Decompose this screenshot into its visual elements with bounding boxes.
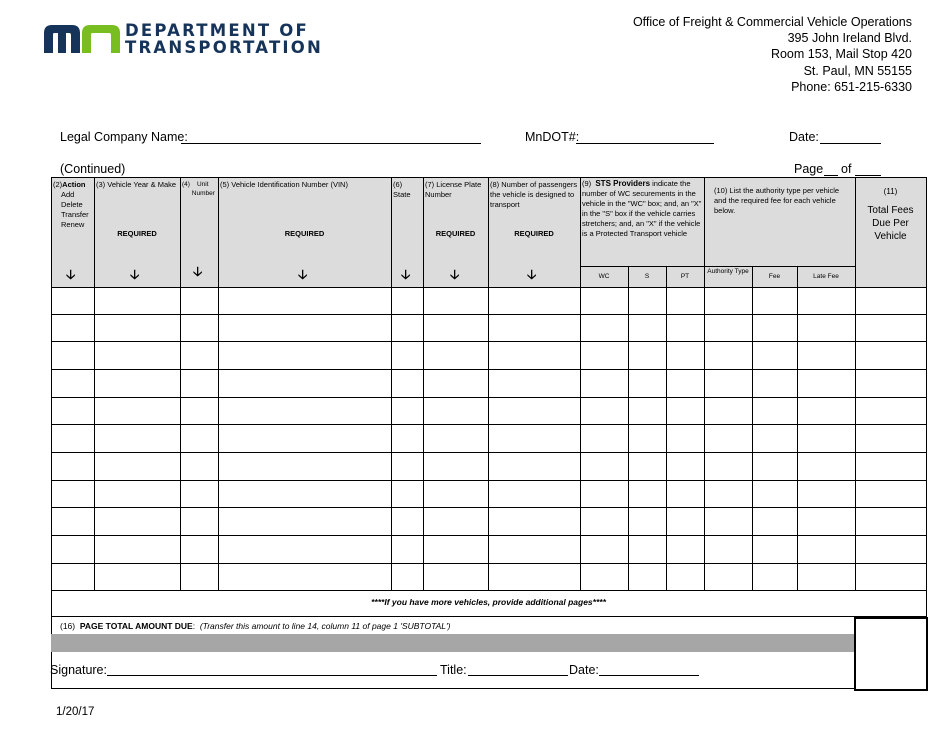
col-sts-header: (9) STS Providers indicate the number of WC securements in the vehicle in the "WC" box; and, an "X" in the "S" box if the vehicle carries stretchers; and, an "X" if the vehicle is a Protected Transport vehicle — [580, 177, 704, 266]
col-state-header: (6) State — [391, 177, 423, 287]
mn-logo — [44, 23, 120, 53]
col-total-fees-header: (11) Total Fees Due Per Vehicle — [855, 177, 926, 287]
col-year-make-header: (3) Vehicle Year & Make — [94, 177, 180, 287]
required-label: REQUIRED — [435, 229, 476, 238]
sub-pt-label: PT — [680, 273, 690, 280]
required-label: REQUIRED — [284, 229, 325, 238]
office-address: Office of Freight & Commercial Vehicle Operations 395 John Ireland Blvd. Room 153, Mail Stop 420 St. Paul, MN 55155 Phone: 651-215-6330 — [632, 15, 912, 94]
office-name: Office of Freight & Commercial Vehicle Operations — [632, 15, 912, 29]
arrow-down-icon: 🡣 — [450, 267, 460, 282]
arrow-down-icon: 🡣 — [66, 267, 76, 282]
department-name: DEPARTMENT OF TRANSPORTATION — [125, 21, 323, 57]
form-revision-date: 1/20/17 — [56, 706, 95, 718]
required-label: REQUIRED — [117, 229, 157, 238]
arrow-down-icon: 🡣 — [401, 267, 411, 282]
col-authority-header: (10) List the authority type per vehicle and the required fee for each vehicle below. — [704, 177, 855, 266]
signature-field[interactable] — [107, 663, 437, 676]
col-action-header: (2)Action Add Delete Transfer Renew — [51, 177, 94, 287]
arrow-down-icon: 🡣 — [193, 264, 203, 279]
date-label: Date: — [789, 130, 819, 144]
footer-date-field[interactable] — [599, 663, 699, 676]
footer-date-label: Date: — [569, 663, 599, 677]
of-label: of — [841, 162, 852, 176]
sub-wc-label: WC — [598, 273, 610, 280]
page-label: Page — [794, 162, 824, 176]
mndot-field[interactable] — [576, 131, 714, 144]
company-name-label: Legal Company Name: — [60, 130, 188, 144]
title-label: Title: — [440, 663, 467, 677]
page-total-bar — [51, 634, 855, 652]
page-total-label: (16) PAGE TOTAL AMOUNT DUE: (Transfer this amount to line 14, column 11 of page 1 'SUBTOTAL') — [60, 621, 451, 631]
arrow-down-icon: 🡣 — [527, 267, 537, 282]
more-vehicles-note: ****If you have more vehicles, provide additional pages**** — [371, 597, 606, 607]
sub-late-fee-label: Late Fee — [813, 273, 839, 280]
required-label: REQUIRED — [514, 229, 554, 238]
col-unit-header: (4) Unit Number — [180, 177, 218, 287]
continued-label: (Continued) — [60, 162, 126, 176]
date-field[interactable] — [820, 131, 881, 144]
col-passengers-header: (8) Number of passengers the vehicle is designed to transport — [488, 177, 580, 287]
mndot-label: MnDOT#: — [525, 130, 580, 144]
sub-s-label: S — [644, 273, 650, 280]
col-vin-header: (5) Vehicle Identification Number (VIN) — [218, 177, 391, 287]
office-phone: Phone: 651-215-6330 — [791, 79, 912, 94]
sub-authority-label: Authority Type — [707, 268, 749, 275]
page-total-field[interactable] — [855, 163, 881, 176]
sub-fee-label: Fee — [768, 273, 781, 280]
title-field[interactable] — [468, 663, 568, 676]
col-plate-header: (7) License Plate Number — [423, 177, 488, 287]
page-number-field[interactable] — [824, 163, 838, 176]
signature-label: Signature: — [50, 663, 107, 677]
arrow-down-icon: 🡣 — [298, 267, 308, 282]
arrow-down-icon: 🡣 — [130, 267, 140, 282]
page-total-amount-field[interactable] — [854, 617, 928, 691]
company-name-field[interactable] — [181, 131, 481, 144]
